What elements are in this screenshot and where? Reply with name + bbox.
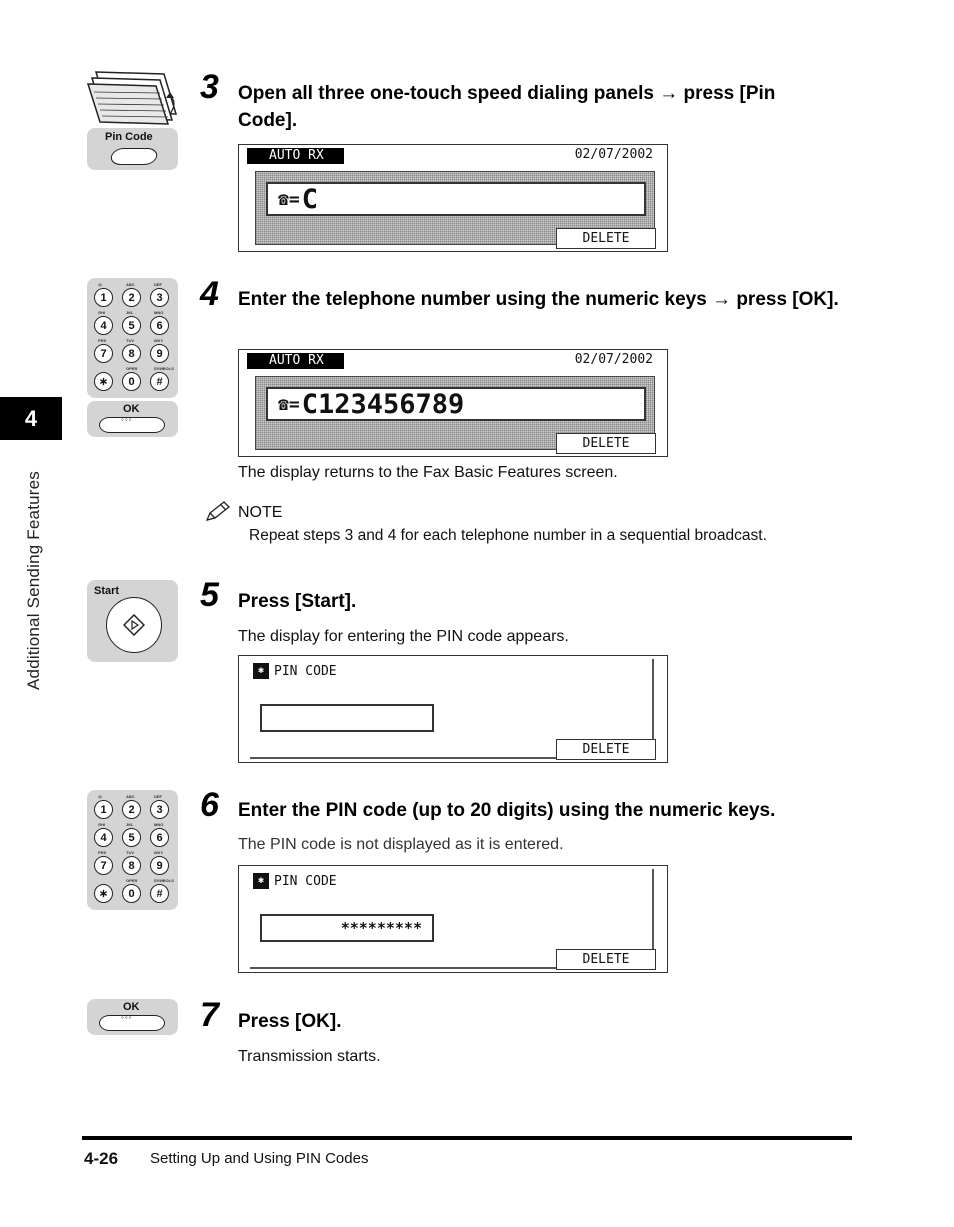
numpad-key[interactable]: ∗ <box>94 372 113 391</box>
pin-code-title-text: PIN CODE <box>274 663 337 679</box>
numpad-key[interactable]: 3 <box>150 800 169 819</box>
recipient-field[interactable] <box>266 387 646 421</box>
step-title: Enter the PIN code (up to 20 digits) using the numeric keys. <box>238 800 776 821</box>
lcd-status: AUTO RX <box>247 148 344 164</box>
numpad-key-sublabel: WXY <box>154 338 164 343</box>
numpad-key[interactable]: # <box>150 884 169 903</box>
chapter-tab: 4 <box>0 397 62 440</box>
pin-code-title <box>253 873 337 889</box>
step-title: Open all three one-touch speed dialing panels → press [Pin Code]. <box>238 83 776 131</box>
footer-section-title: Setting Up and Using PIN Codes <box>150 1150 369 1167</box>
numpad-key-sublabel: PRS <box>98 850 107 855</box>
step-title: Enter the telephone number using the numeric keys → press [OK]. <box>238 289 839 310</box>
delete-button[interactable]: DELETE <box>556 433 656 454</box>
ok-dots-icon: ◦◦◦ <box>121 1013 133 1022</box>
numpad-key[interactable]: 6 <box>150 828 169 847</box>
footer-rule <box>82 1136 852 1140</box>
numpad-key[interactable]: 0 <box>122 372 141 391</box>
lcd-date: 02/07/2002 <box>574 352 653 367</box>
lcd-screen-step-4 <box>238 349 668 457</box>
ok-key-label: OK <box>123 1001 140 1013</box>
delete-button[interactable]: DELETE <box>556 228 656 249</box>
numpad-key-sublabel: DEF <box>154 282 162 287</box>
lcd-status: AUTO RX <box>247 353 344 369</box>
pencil-note-icon <box>204 500 232 524</box>
pin-code-icon: ✱ <box>253 663 269 679</box>
numpad-key-sublabel: MNO <box>154 310 164 315</box>
lcd-screen-step-6 <box>238 865 668 973</box>
ok-button[interactable] <box>99 1015 165 1031</box>
ok-key-panel <box>87 401 178 437</box>
step-title: Press [OK]. <box>238 1011 342 1032</box>
numpad-key-sublabel: GHI <box>98 310 106 315</box>
numpad-key[interactable]: 5 <box>122 828 141 847</box>
numpad-key[interactable]: 7 <box>94 344 113 363</box>
lcd-date: 02/07/2002 <box>574 147 653 162</box>
numpad-key[interactable]: 4 <box>94 316 113 335</box>
delete-button[interactable]: DELETE <box>556 739 656 760</box>
speed-dial-panels-icon <box>86 70 178 126</box>
numpad-key[interactable]: 6 <box>150 316 169 335</box>
lcd-screen-step-5 <box>238 655 668 763</box>
telephone-icon: ☎= <box>278 188 300 210</box>
numeric-keypad-panel <box>87 278 178 398</box>
step-result-text: Transmission starts. <box>238 1048 381 1065</box>
numpad-key-sublabel: GHI <box>98 822 106 827</box>
recipient-value: C123456789 <box>301 388 465 420</box>
step-number: 5 <box>200 576 219 614</box>
pin-code-input[interactable] <box>260 704 434 732</box>
numpad-key[interactable]: 9 <box>150 344 169 363</box>
numpad-key-sublabel: ABC <box>126 282 135 287</box>
numpad-key-sublabel: OPER <box>126 878 138 883</box>
start-key-panel <box>87 580 178 662</box>
numpad-key[interactable]: 2 <box>122 288 141 307</box>
numpad-key[interactable]: 5 <box>122 316 141 335</box>
numpad-key[interactable]: 2 <box>122 800 141 819</box>
numpad-key[interactable]: # <box>150 372 169 391</box>
pin-code-button[interactable] <box>109 148 159 165</box>
chapter-side-title: Additional Sending Features <box>24 471 43 690</box>
telephone-icon: ☎= <box>278 393 300 415</box>
pin-code-icon: ✱ <box>253 873 269 889</box>
numpad-key[interactable]: 0 <box>122 884 141 903</box>
numpad-key[interactable]: 7 <box>94 856 113 875</box>
lcd-screen-step-3 <box>238 144 668 252</box>
numpad-key-sublabel: JKL <box>126 310 134 315</box>
numpad-key[interactable]: ∗ <box>94 884 113 903</box>
ok-button[interactable] <box>99 417 165 433</box>
numpad-key-sublabel: PRS <box>98 338 107 343</box>
numpad-key-sublabel: WXY <box>154 850 164 855</box>
numpad-key-sublabel: SYMBOLS <box>154 878 174 883</box>
numpad-key-sublabel: SYMBOLS <box>154 366 174 371</box>
page-number: 4-26 <box>84 1149 119 1168</box>
start-key-label: Start <box>94 585 120 597</box>
delete-button[interactable]: DELETE <box>556 949 656 970</box>
step-number: 7 <box>200 996 219 1034</box>
numpad-key-sublabel: JKL <box>126 822 134 827</box>
numpad-key-sublabel: MNO <box>154 822 164 827</box>
pin-code-key-panel <box>87 128 178 170</box>
ok-dots-icon: ◦◦◦ <box>121 415 133 424</box>
numpad-key[interactable]: 3 <box>150 288 169 307</box>
numpad-key[interactable]: 4 <box>94 828 113 847</box>
pin-code-title-text: PIN CODE <box>274 873 337 889</box>
numpad-key[interactable]: 9 <box>150 856 169 875</box>
pin-code-key-label: Pin Code <box>105 131 153 143</box>
step-number: 3 <box>200 68 219 106</box>
note-heading: NOTE <box>238 504 283 521</box>
numpad-key-sublabel: @. <box>98 794 104 799</box>
numpad-key-sublabel: DEF <box>154 794 162 799</box>
numpad-key[interactable]: 1 <box>94 800 113 819</box>
pin-code-title <box>253 663 337 679</box>
numpad-key[interactable]: 8 <box>122 344 141 363</box>
numpad-key-sublabel: OPER <box>126 366 138 371</box>
step-number: 6 <box>200 786 219 824</box>
numpad-key[interactable]: 8 <box>122 856 141 875</box>
ok-key-label: OK <box>123 403 140 415</box>
numpad-key-sublabel: TUV <box>126 338 134 343</box>
step-result-text: The display returns to the Fax Basic Features screen. <box>238 464 618 481</box>
numeric-keypad-panel <box>87 790 178 910</box>
numpad-key-sublabel: @. <box>98 282 104 287</box>
step-result-text: The PIN code is not displayed as it is entered. <box>238 836 564 853</box>
recipient-field[interactable] <box>266 182 646 216</box>
start-diamond-icon <box>123 614 145 636</box>
note-text: Repeat steps 3 and 4 for each telephone number in a sequential broadcast. <box>249 527 767 544</box>
recipient-value: C <box>301 183 318 215</box>
step-title: Press [Start]. <box>238 591 357 612</box>
step-number: 4 <box>200 275 219 313</box>
ok-key-panel <box>87 999 178 1035</box>
numpad-key-sublabel: ABC <box>126 794 135 799</box>
numpad-key[interactable]: 1 <box>94 288 113 307</box>
step-result-text: The display for entering the PIN code appears. <box>238 628 569 645</box>
start-button[interactable] <box>106 597 162 653</box>
numpad-key-sublabel: TUV <box>126 850 134 855</box>
pin-code-input[interactable]: ********* <box>260 914 434 942</box>
